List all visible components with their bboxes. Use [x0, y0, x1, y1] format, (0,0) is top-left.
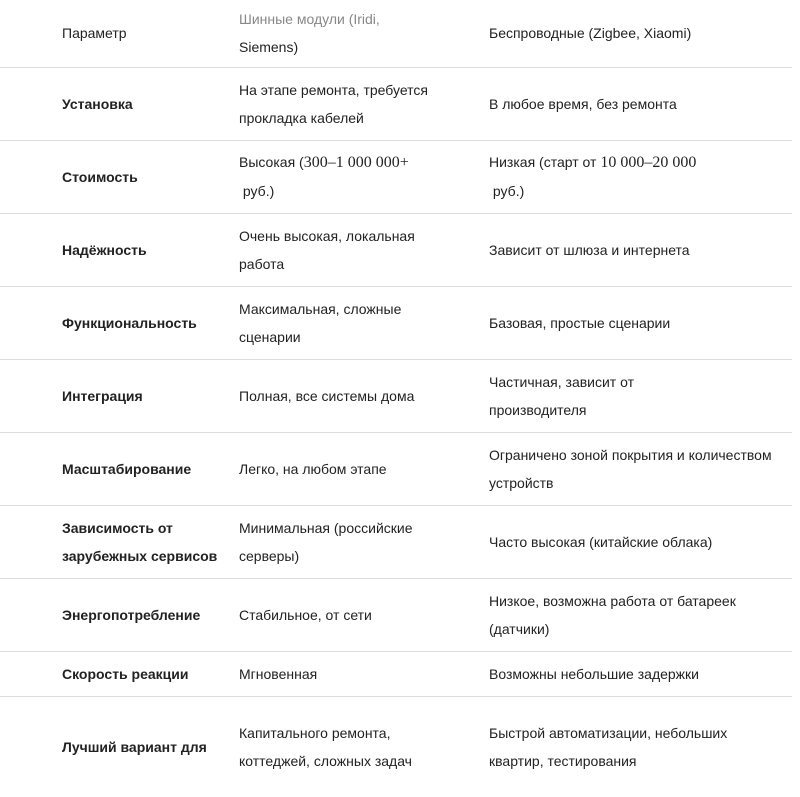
row-wireless: Низкое, возможна работа от батареек (датчики)	[489, 592, 736, 637]
row-param: Установка	[62, 95, 133, 112]
header-bus-line1: Шинные модули (Iridi,	[239, 11, 380, 28]
row-param: Скорость реакции	[62, 665, 189, 682]
row-bus: Максимальная, сложные сценарии	[239, 300, 402, 345]
header-wireless: Беспроводные (Zigbee, Xiaomi)	[489, 25, 692, 42]
row-param: Лучший вариант для	[62, 738, 207, 755]
cost-prefix: Высокая (	[239, 154, 304, 170]
table-row	[0, 359, 792, 432]
row-wireless: Быстрой автоматизации, небольших квартир, тестирования	[489, 724, 728, 769]
cost-range: 10 000–20 000	[600, 154, 697, 171]
row-bus: Мгновенная	[239, 665, 318, 682]
row-param: Функциональность	[62, 314, 197, 331]
row-param: Стоимость	[62, 168, 138, 185]
row-param: Энергопотребление	[62, 606, 201, 623]
row-bus: Полная, все системы дома	[239, 387, 415, 404]
table-header-row	[0, 0, 792, 67]
table-row	[0, 213, 792, 286]
row-bus: Минимальная (российские серверы)	[239, 519, 413, 564]
cost-range: 300–1 000 000+	[303, 154, 409, 171]
cost-prefix: Низкая (старт от	[489, 154, 601, 170]
row-bus: Легко, на любом этапе	[239, 460, 387, 477]
row-bus: Очень высокая, локальная работа	[239, 227, 415, 272]
row-wireless: Частичная, зависит от производителя	[489, 373, 634, 418]
table-row	[0, 432, 792, 505]
row-bus: На этапе ремонта, требуется прокладка кабелей	[239, 81, 428, 126]
row-wireless: Часто высокая (китайские облака)	[489, 533, 713, 550]
row-wireless: Возможны небольшие задержки	[489, 665, 699, 682]
table-row	[0, 140, 792, 213]
row-bus: Капитального ремонта, коттеджей, сложных задач	[239, 724, 412, 769]
header-bus-line2: Siemens)	[239, 39, 299, 56]
table-row	[0, 67, 792, 140]
header-param: Параметр	[62, 25, 127, 42]
table-row	[0, 505, 792, 578]
row-param: Надёжность	[62, 241, 147, 258]
row-wireless: В любое время, без ремонта	[489, 95, 677, 112]
row-bus	[239, 140, 489, 213]
header-bus	[239, 0, 489, 67]
row-wireless: Базовая, простые сценарии	[489, 314, 671, 331]
row-bus: Стабильное, от сети	[239, 606, 372, 623]
cost-suffix: руб.)	[239, 183, 275, 199]
table-row	[0, 651, 792, 696]
row-param: Масштабирование	[62, 460, 192, 477]
table-row	[0, 696, 792, 797]
cost-suffix: руб.)	[489, 183, 525, 199]
table-row	[0, 578, 792, 651]
row-wireless: Зависит от шлюза и интернета	[489, 241, 690, 258]
row-param: Интеграция	[62, 387, 143, 404]
row-wireless	[489, 140, 792, 213]
row-wireless: Ограничено зоной покрытия и количеством устройств	[489, 446, 772, 491]
table-row	[0, 286, 792, 359]
row-param: Зависимость от зарубежных сервисов	[62, 519, 218, 564]
